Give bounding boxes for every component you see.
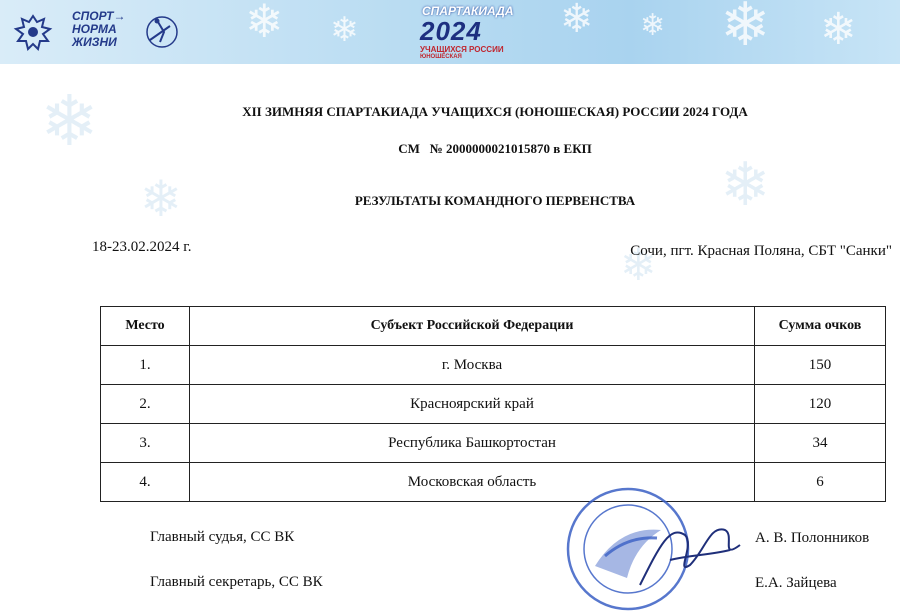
sport-norma-zhizni-logo: СПОРТ→ НОРМА ЖИЗНИ [72, 9, 126, 49]
row-place: 4. [101, 463, 190, 502]
snowflake-icon: ❄ [720, 150, 771, 220]
header-place: Место [101, 307, 190, 346]
signature-mark-icon [630, 505, 750, 600]
secretary-name: Е.А. Зайцева [755, 575, 837, 591]
snowflake-icon: ❄ [820, 4, 857, 55]
row-region: Красноярский край [190, 385, 755, 424]
row-region: г. Москва [190, 346, 755, 385]
snowflake-icon: ❄ [720, 0, 771, 60]
snowflake-icon: ❄ [40, 80, 99, 162]
header-banner [0, 0, 900, 64]
table-header-row [101, 307, 886, 346]
snowflake-icon: ❄ [560, 0, 594, 42]
cm-label: СМ [398, 141, 420, 156]
table-row [101, 463, 886, 502]
spartakiad-2024-logo: СПАРТАКИАДА 2024 УЧАЩИХСЯ РОССИИ ЮНОШЕСКАЯ [420, 4, 514, 60]
row-points: 120 [755, 385, 886, 424]
judge-name: А. В. Полонников [755, 530, 870, 546]
cm-line [0, 141, 900, 157]
snowflake-icon: ❄ [245, 0, 284, 48]
table-row [101, 346, 886, 385]
table-row [101, 385, 886, 424]
header-region: Субъект Российской Федерации [190, 307, 755, 346]
snowflake-icon: ❄ [620, 240, 657, 291]
results-table [100, 306, 886, 502]
event-dates: 18-23.02.2024 г. [92, 239, 192, 255]
cm-number: № 2000000021015870 в ЕКП [429, 141, 592, 156]
row-place: 3. [101, 424, 190, 463]
ministry-emblem-icon [10, 10, 56, 56]
event-location: Сочи, пгт. Красная Поляна, СБТ "Санки" [630, 243, 892, 259]
header-points: Сумма очков [755, 307, 886, 346]
row-region: Московская область [190, 463, 755, 502]
secretary-title: Главный секретарь, СС ВК [150, 574, 323, 590]
row-points: 6 [755, 463, 886, 502]
row-region: Республика Башкортостан [190, 424, 755, 463]
snowflake-icon: ❄ [330, 10, 359, 50]
row-points: 150 [755, 346, 886, 385]
snowflake-icon: ❄ [140, 170, 182, 228]
row-place: 2. [101, 385, 190, 424]
judge-title: Главный судья, СС ВК [150, 529, 295, 545]
document-subtitle: РЕЗУЛЬТАТЫ КОМАНДНОГО ПЕРВЕНСТВА [354, 193, 636, 208]
snowflake-icon: ❄ [640, 8, 666, 43]
skier-logo-icon [140, 12, 180, 52]
document-title: XII ЗИМНЯЯ СПАРТАКИАДА УЧАЩИХСЯ (ЮНОШЕСКАЯ) РОССИИ 2024 ГОДА [242, 104, 748, 119]
table-row [101, 424, 886, 463]
row-points: 34 [755, 424, 886, 463]
row-place: 1. [101, 346, 190, 385]
